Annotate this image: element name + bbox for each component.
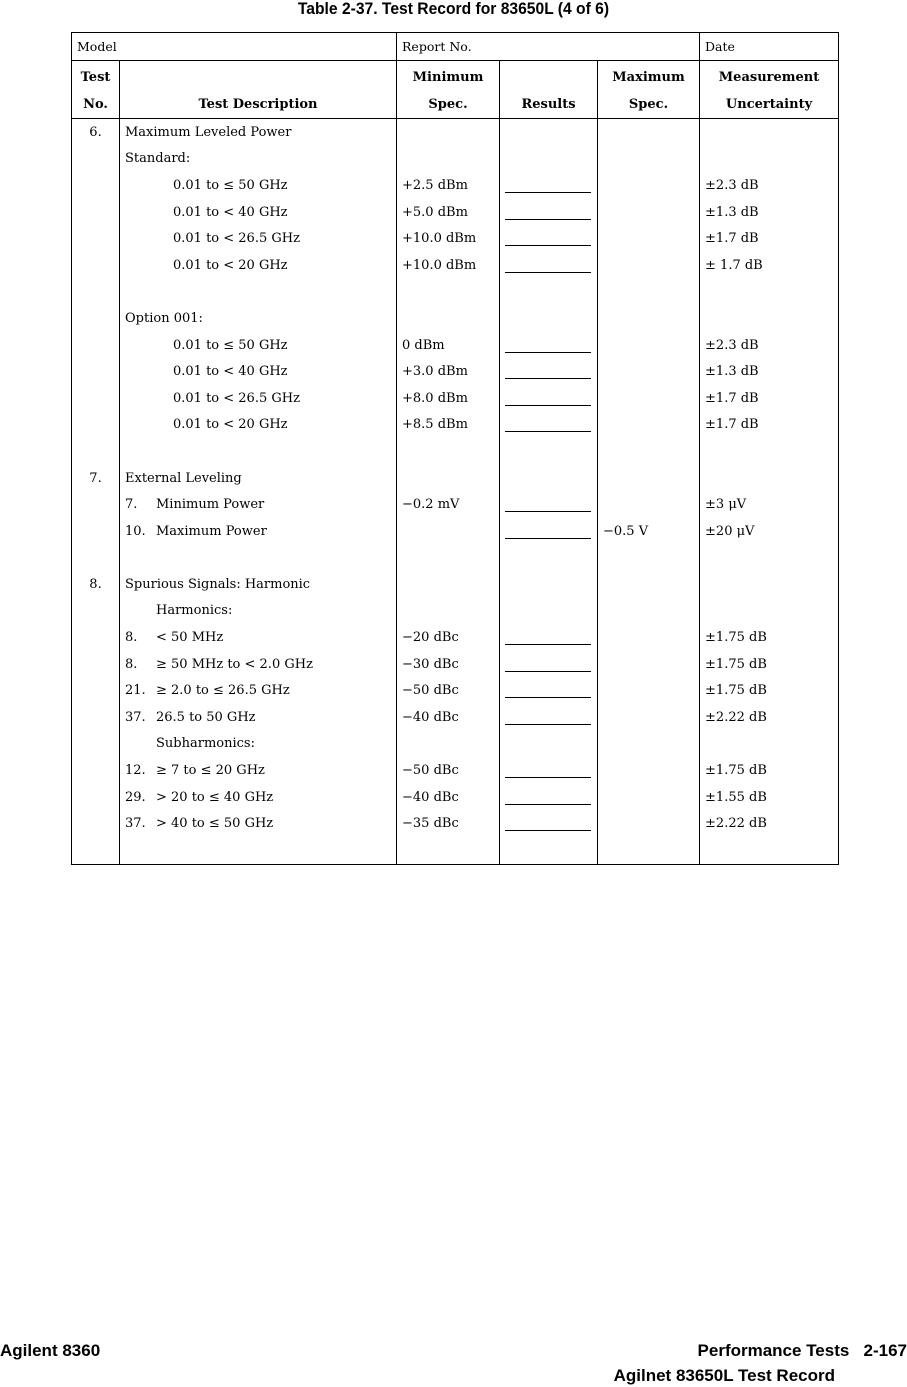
test-description	[120, 624, 397, 651]
result-entry-blank[interactable]	[505, 816, 591, 831]
results-cell	[500, 545, 598, 572]
description-text: External Leveling	[125, 470, 242, 486]
sub-test-number: 10.	[125, 523, 146, 539]
header-min-spec: Minimum	[397, 61, 500, 92]
test-number	[72, 598, 120, 625]
test-description	[120, 518, 397, 545]
test-description	[120, 279, 397, 306]
minimum-spec	[397, 598, 500, 625]
test-description	[120, 305, 397, 332]
results-cell	[500, 199, 598, 226]
results-cell	[500, 571, 598, 598]
description-text: Subharmonics:	[156, 736, 255, 752]
test-number	[72, 704, 120, 731]
test-description	[120, 332, 397, 359]
minimum-spec: −40 dBc	[397, 784, 500, 811]
minimum-spec	[397, 119, 500, 146]
measurement-uncertainty: ±2.22 dB	[700, 810, 839, 837]
measurement-uncertainty: ±1.3 dB	[700, 358, 839, 385]
test-description	[120, 651, 397, 678]
table-row	[72, 252, 839, 279]
maximum-spec	[598, 545, 700, 572]
maximum-spec	[598, 358, 700, 385]
test-description	[120, 412, 397, 439]
maximum-spec	[598, 571, 700, 598]
minimum-spec: +5.0 dBm	[397, 199, 500, 226]
results-cell	[500, 810, 598, 837]
description-text: 0.01 to < 26.5 GHz	[173, 231, 300, 247]
minimum-spec: +10.0 dBm	[397, 225, 500, 252]
maximum-spec	[598, 624, 700, 651]
results-cell	[500, 731, 598, 758]
table-row	[72, 385, 839, 412]
header-test-no: Test	[72, 61, 120, 92]
header-uncertainty: Uncertainty	[700, 91, 839, 119]
test-number	[72, 438, 120, 465]
test-number	[72, 172, 120, 199]
sub-test-number: 8.	[125, 656, 138, 672]
footer-right: Performance Tests 2-167	[697, 1341, 907, 1360]
footer-left: Agilent 8360	[0, 1341, 101, 1360]
measurement-uncertainty	[700, 465, 839, 492]
test-description	[120, 465, 397, 492]
test-description	[120, 731, 397, 758]
table-row	[72, 491, 839, 518]
maximum-spec	[598, 837, 700, 864]
results-cell	[500, 837, 598, 864]
test-description	[120, 172, 397, 199]
test-description	[120, 757, 397, 784]
test-number	[72, 146, 120, 173]
test-number	[72, 358, 120, 385]
measurement-uncertainty: ±2.3 dB	[700, 332, 839, 359]
measurement-uncertainty: ±1.75 dB	[700, 651, 839, 678]
measurement-uncertainty: ±20 μV	[700, 518, 839, 545]
results-cell	[500, 412, 598, 439]
minimum-spec	[397, 146, 500, 173]
header-row-1	[72, 61, 839, 92]
test-number	[72, 784, 120, 811]
result-entry-blank[interactable]	[505, 205, 591, 220]
results-cell	[500, 385, 598, 412]
maximum-spec	[598, 810, 700, 837]
results-cell	[500, 651, 598, 678]
measurement-uncertainty	[700, 571, 839, 598]
table-row	[72, 146, 839, 173]
maximum-spec	[598, 731, 700, 758]
table-row	[72, 518, 839, 545]
measurement-uncertainty: ±1.75 dB	[700, 677, 839, 704]
table-row	[72, 757, 839, 784]
results-cell	[500, 757, 598, 784]
report-no-label: Report No.	[397, 33, 700, 61]
test-description	[120, 225, 397, 252]
maximum-spec	[598, 412, 700, 439]
header-results	[500, 61, 598, 92]
measurement-uncertainty	[700, 837, 839, 864]
minimum-spec: −20 dBc	[397, 624, 500, 651]
minimum-spec: −40 dBc	[397, 704, 500, 731]
results-cell	[500, 465, 598, 492]
result-entry-blank[interactable]	[505, 790, 591, 805]
measurement-uncertainty: ±1.3 dB	[700, 199, 839, 226]
maximum-spec	[598, 252, 700, 279]
description-text: 0.01 to ≤ 50 GHz	[173, 337, 288, 353]
table-row	[72, 731, 839, 758]
test-description	[120, 810, 397, 837]
description-text: < 50 MHz	[156, 630, 224, 646]
results-cell	[500, 624, 598, 651]
table-row	[72, 199, 839, 226]
sub-test-number: 37.	[125, 709, 146, 725]
minimum-spec	[397, 518, 500, 545]
test-number	[72, 810, 120, 837]
description-text: > 40 to ≤ 50 GHz	[156, 816, 274, 832]
header-max-spec: Maximum	[598, 61, 700, 92]
test-description	[120, 545, 397, 572]
results-cell	[500, 225, 598, 252]
maximum-spec	[598, 438, 700, 465]
test-description	[120, 146, 397, 173]
maximum-spec	[598, 385, 700, 412]
table-row	[72, 279, 839, 306]
description-text: 0.01 to < 26.5 GHz	[173, 390, 300, 406]
measurement-uncertainty	[700, 119, 839, 146]
test-number	[72, 305, 120, 332]
header-description: Test Description	[120, 91, 397, 119]
minimum-spec	[397, 279, 500, 306]
minimum-spec: −0.2 mV	[397, 491, 500, 518]
results-cell	[500, 438, 598, 465]
test-number	[72, 199, 120, 226]
measurement-uncertainty	[700, 598, 839, 625]
maximum-spec	[598, 598, 700, 625]
table-row	[72, 784, 839, 811]
minimum-spec: +8.5 dBm	[397, 412, 500, 439]
description-text: Minimum Power	[156, 497, 265, 513]
test-description	[120, 704, 397, 731]
measurement-uncertainty	[700, 731, 839, 758]
maximum-spec	[598, 677, 700, 704]
results-cell	[500, 172, 598, 199]
results-cell	[500, 252, 598, 279]
sub-test-number: 21.	[125, 683, 146, 699]
measurement-uncertainty: ±3 μV	[700, 491, 839, 518]
test-number	[72, 332, 120, 359]
results-cell	[500, 358, 598, 385]
result-entry-blank[interactable]	[505, 417, 591, 432]
minimum-spec	[397, 731, 500, 758]
results-cell	[500, 677, 598, 704]
sub-test-number: 7.	[125, 497, 138, 513]
test-number: 6.	[72, 119, 120, 146]
measurement-uncertainty	[700, 438, 839, 465]
minimum-spec: −30 dBc	[397, 651, 500, 678]
minimum-spec	[397, 305, 500, 332]
maximum-spec	[598, 119, 700, 146]
measurement-uncertainty: ±2.22 dB	[700, 704, 839, 731]
minimum-spec: −50 dBc	[397, 757, 500, 784]
result-entry-blank[interactable]	[505, 231, 591, 246]
description-text: ≥ 7 to ≤ 20 GHz	[156, 763, 265, 779]
test-description	[120, 491, 397, 518]
test-description	[120, 784, 397, 811]
test-number	[72, 624, 120, 651]
test-number	[72, 225, 120, 252]
table-row	[72, 624, 839, 651]
header-description	[120, 61, 397, 92]
measurement-uncertainty	[700, 545, 839, 572]
description-text: 0.01 to < 20 GHz	[173, 257, 288, 273]
minimum-spec	[397, 465, 500, 492]
test-number	[72, 412, 120, 439]
maximum-spec	[598, 332, 700, 359]
test-number: 8.	[72, 571, 120, 598]
header-test-no: No.	[72, 91, 120, 119]
description-text: ≥ 50 MHz to < 2.0 GHz	[156, 656, 313, 672]
table-row	[72, 545, 839, 572]
header-min-spec: Spec.	[397, 91, 500, 119]
results-cell	[500, 119, 598, 146]
table-row	[72, 438, 839, 465]
test-description	[120, 438, 397, 465]
test-description	[120, 571, 397, 598]
results-cell	[500, 784, 598, 811]
header-uncertainty: Measurement	[700, 61, 839, 92]
results-cell	[500, 279, 598, 306]
test-number	[72, 518, 120, 545]
description-text: Maximum Power	[156, 523, 267, 539]
maximum-spec	[598, 199, 700, 226]
results-cell	[500, 704, 598, 731]
description-text: Option 001:	[125, 310, 203, 326]
description-text: 0.01 to < 40 GHz	[173, 204, 288, 220]
results-cell	[500, 518, 598, 545]
results-cell	[500, 598, 598, 625]
sub-test-number: 37.	[125, 816, 146, 832]
result-entry-blank[interactable]	[505, 178, 591, 193]
test-description	[120, 252, 397, 279]
test-number	[72, 677, 120, 704]
minimum-spec: +3.0 dBm	[397, 358, 500, 385]
table-row	[72, 810, 839, 837]
result-entry-blank[interactable]	[505, 497, 591, 512]
maximum-spec	[598, 465, 700, 492]
maximum-spec	[598, 491, 700, 518]
result-entry-blank[interactable]	[505, 763, 591, 778]
maximum-spec	[598, 146, 700, 173]
test-number	[72, 385, 120, 412]
description-text: 0.01 to < 20 GHz	[173, 417, 288, 433]
minimum-spec: −35 dBc	[397, 810, 500, 837]
test-number	[72, 837, 120, 864]
test-description	[120, 199, 397, 226]
table-title: Table 2-37. Test Record for 83650L (4 of 6)	[297, 0, 610, 18]
measurement-uncertainty	[700, 146, 839, 173]
table-row	[72, 465, 839, 492]
test-description	[120, 358, 397, 385]
measurement-uncertainty: ±1.7 dB	[700, 385, 839, 412]
table-row	[72, 651, 839, 678]
description-text: Harmonics:	[156, 603, 233, 619]
header-row-2	[72, 91, 839, 119]
maximum-spec	[598, 757, 700, 784]
table-row	[72, 598, 839, 625]
measurement-uncertainty: ±1.55 dB	[700, 784, 839, 811]
header-max-spec: Spec.	[598, 91, 700, 119]
test-description	[120, 837, 397, 864]
test-number	[72, 651, 120, 678]
sub-test-number: 12.	[125, 763, 146, 779]
test-record-table	[71, 32, 839, 865]
results-cell	[500, 332, 598, 359]
measurement-uncertainty	[700, 279, 839, 306]
test-number	[72, 491, 120, 518]
sub-test-number: 8.	[125, 630, 138, 646]
minimum-spec: 0 dBm	[397, 332, 500, 359]
description-text: Spurious Signals: Harmonic	[125, 576, 311, 592]
table-row	[72, 358, 839, 385]
table-row	[72, 332, 839, 359]
info-row	[72, 33, 839, 61]
measurement-uncertainty	[700, 305, 839, 332]
result-entry-blank[interactable]	[505, 630, 591, 645]
measurement-uncertainty: ±1.7 dB	[700, 412, 839, 439]
minimum-spec	[397, 438, 500, 465]
date-label: Date	[700, 33, 839, 61]
test-number	[72, 731, 120, 758]
description-text: 0.01 to < 40 GHz	[173, 364, 288, 380]
results-cell	[500, 491, 598, 518]
measurement-uncertainty: ± 1.7 dB	[700, 252, 839, 279]
description-text: Standard:	[125, 151, 191, 167]
result-entry-blank[interactable]	[505, 683, 591, 698]
header-results: Results	[500, 91, 598, 119]
description-text: 26.5 to 50 GHz	[156, 709, 256, 725]
measurement-uncertainty: ±1.75 dB	[700, 624, 839, 651]
result-entry-blank[interactable]	[505, 710, 591, 725]
sub-test-number: 29.	[125, 789, 146, 805]
footer-subtitle: Agilnet 83650L Test Record	[613, 1366, 835, 1385]
test-number: 7.	[72, 465, 120, 492]
test-description	[120, 119, 397, 146]
measurement-uncertainty: ±2.3 dB	[700, 172, 839, 199]
maximum-spec	[598, 225, 700, 252]
minimum-spec: +2.5 dBm	[397, 172, 500, 199]
test-description	[120, 598, 397, 625]
table-row	[72, 119, 839, 146]
table-row	[72, 172, 839, 199]
test-number	[72, 545, 120, 572]
minimum-spec: −50 dBc	[397, 677, 500, 704]
maximum-spec	[598, 784, 700, 811]
table-row	[72, 704, 839, 731]
table-row	[72, 837, 839, 864]
maximum-spec	[598, 305, 700, 332]
maximum-spec	[598, 279, 700, 306]
maximum-spec	[598, 704, 700, 731]
minimum-spec: +10.0 dBm	[397, 252, 500, 279]
description-text: > 20 to ≤ 40 GHz	[156, 789, 274, 805]
table-row	[72, 571, 839, 598]
description-text: 0.01 to ≤ 50 GHz	[173, 177, 288, 193]
table-row	[72, 412, 839, 439]
description-text: ≥ 2.0 to ≤ 26.5 GHz	[156, 683, 290, 699]
test-description	[120, 677, 397, 704]
table-row	[72, 677, 839, 704]
model-label: Model	[72, 33, 397, 61]
minimum-spec	[397, 571, 500, 598]
description-text: Maximum Leveled Power	[125, 124, 292, 140]
table-row	[72, 305, 839, 332]
result-entry-blank[interactable]	[505, 391, 591, 406]
measurement-uncertainty: ±1.75 dB	[700, 757, 839, 784]
test-number	[72, 252, 120, 279]
minimum-spec	[397, 545, 500, 572]
test-number	[72, 279, 120, 306]
results-cell	[500, 305, 598, 332]
measurement-uncertainty: ±1.7 dB	[700, 225, 839, 252]
maximum-spec	[598, 172, 700, 199]
minimum-spec: +8.0 dBm	[397, 385, 500, 412]
minimum-spec	[397, 837, 500, 864]
result-entry-blank[interactable]	[505, 338, 591, 353]
test-description	[120, 385, 397, 412]
results-cell	[500, 146, 598, 173]
result-entry-blank[interactable]	[505, 258, 591, 273]
table-row	[72, 225, 839, 252]
maximum-spec: −0.5 V	[598, 518, 700, 545]
result-entry-blank[interactable]	[505, 524, 591, 539]
result-entry-blank[interactable]	[505, 657, 591, 672]
result-entry-blank[interactable]	[505, 364, 591, 379]
test-number	[72, 757, 120, 784]
maximum-spec	[598, 651, 700, 678]
